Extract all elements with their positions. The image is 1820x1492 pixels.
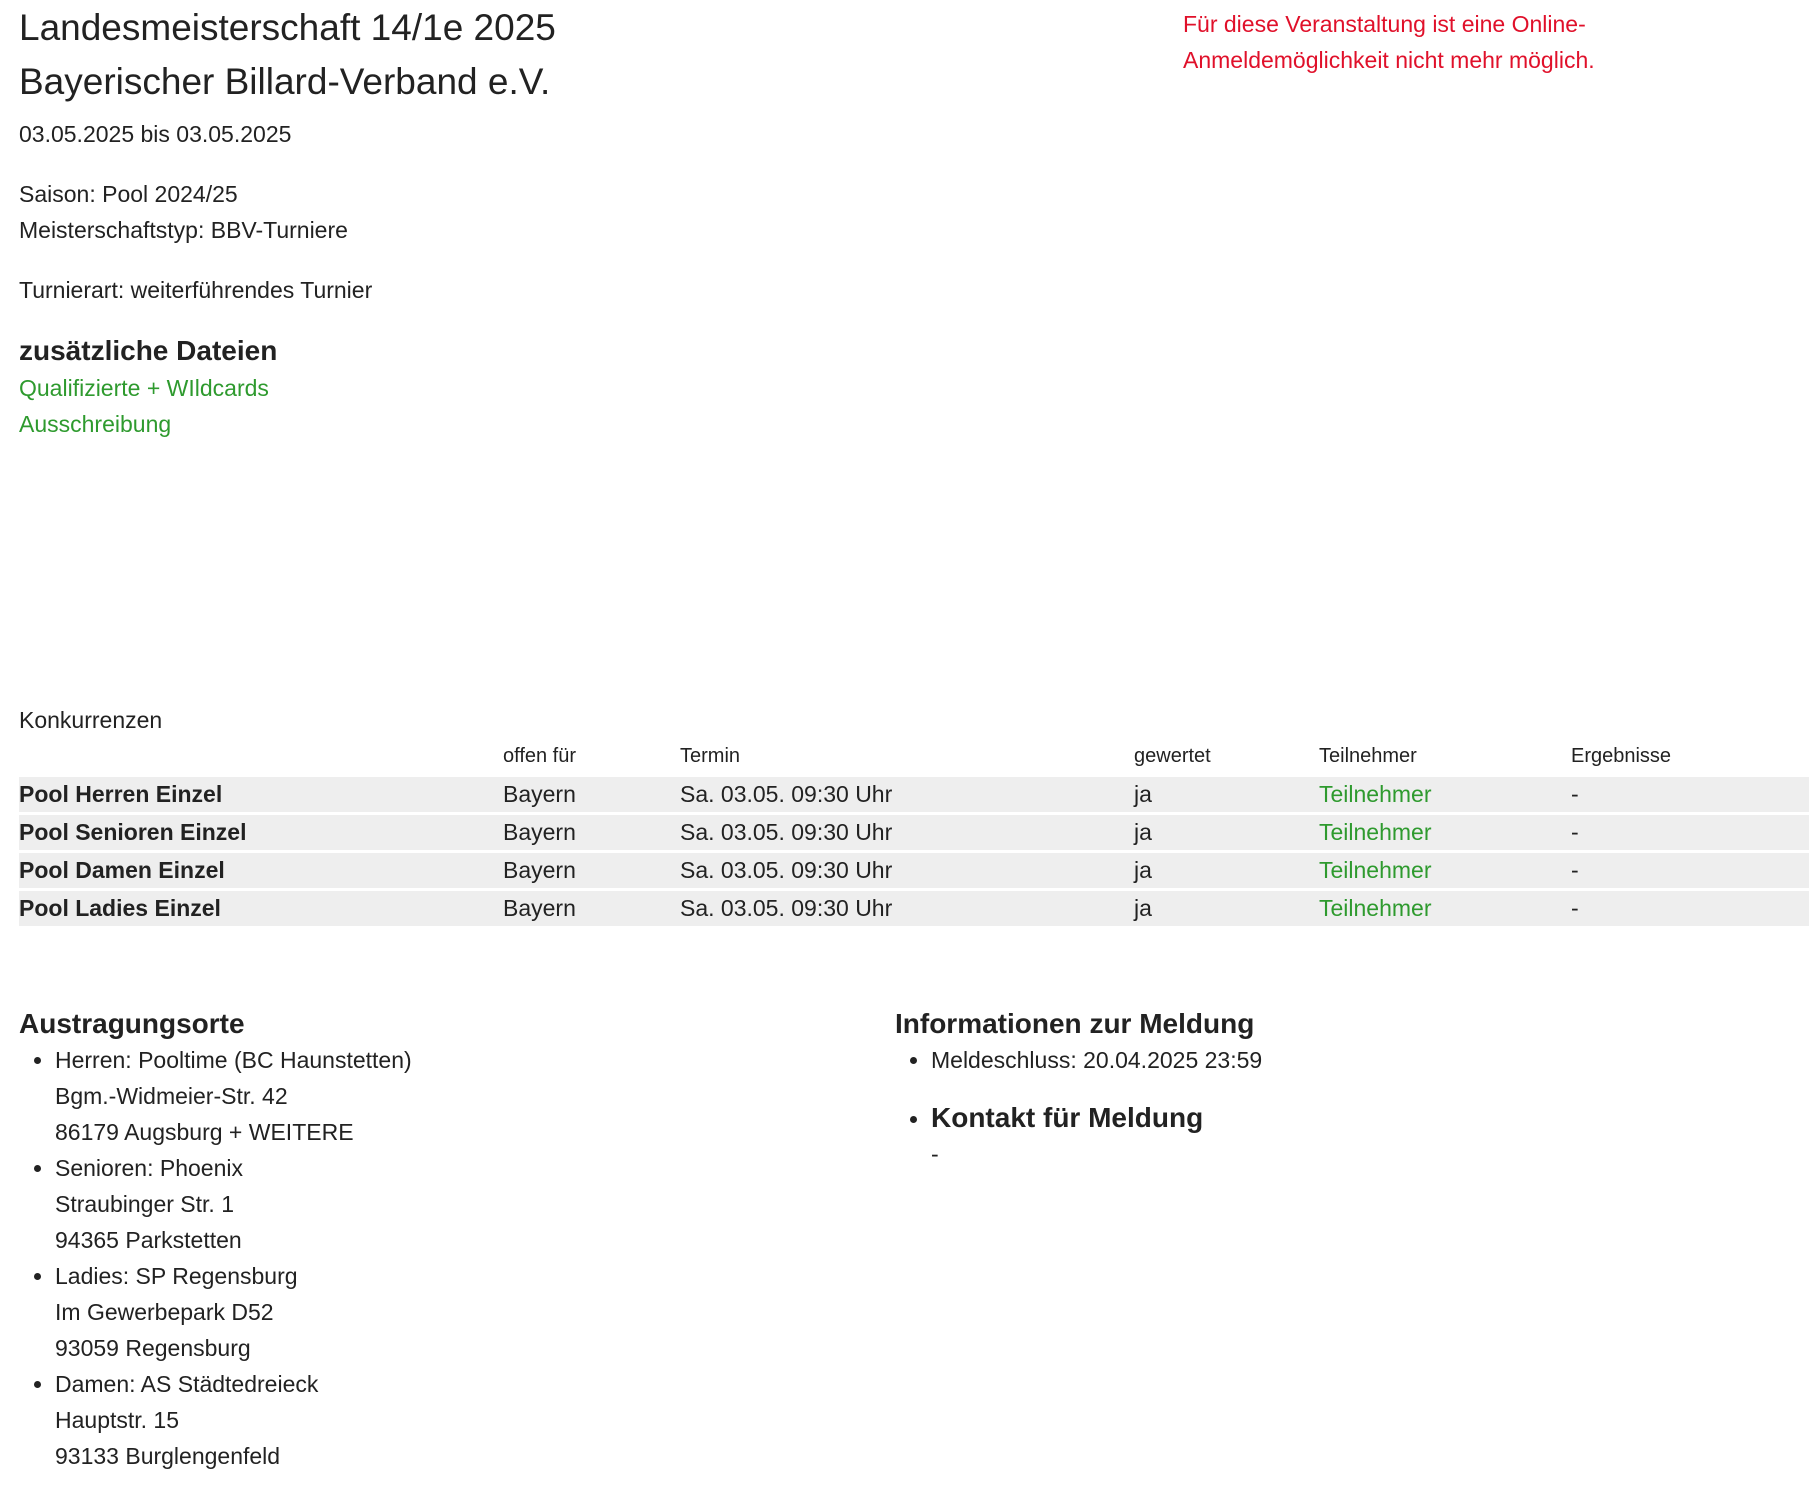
file-link-announcement[interactable]: Ausschreibung (19, 411, 172, 437)
column-header-participants: Teilnehmer (1319, 744, 1417, 767)
venue-street: Hauptstr. 15 (55, 1407, 180, 1433)
event-date: Sa. 03.05. 09:30 Uhr (680, 853, 1134, 888)
venue-name: • Herren: Pooltime (BC Haunstetten) (55, 1047, 412, 1073)
registration-info-list (895, 1042, 1695, 1172)
registration-info-heading: Informationen zur Meldung (895, 1008, 1255, 1039)
participants-link[interactable]: Teilnehmer (1319, 781, 1432, 807)
list-item (55, 1150, 839, 1258)
open-for: Bayern (503, 891, 680, 926)
championship-type: Meisterschaftstyp: BBV-Turniere (19, 217, 348, 243)
venue-name: • Ladies: SP Regensburg (55, 1263, 298, 1289)
event-name: Pool Herren Einzel (19, 777, 503, 812)
participants-link[interactable]: Teilnehmer (1319, 819, 1432, 845)
venue-name: • Damen: AS Städtedreieck (55, 1371, 319, 1397)
event-name: Pool Damen Einzel (19, 853, 503, 888)
list-item (931, 1100, 1695, 1172)
rated: ja (1134, 777, 1319, 812)
results: - (1571, 891, 1809, 926)
file-link-qualified-wildcards[interactable]: Qualifizierte + WIldcards (19, 375, 269, 401)
registration-deadline: • Meldeschluss: 20.04.2025 23:59 (931, 1047, 1263, 1073)
participants-cell (1319, 815, 1571, 850)
venue-street: Straubinger Str. 1 (55, 1191, 234, 1217)
table-header-row (19, 740, 1809, 774)
event-name: Pool Ladies Einzel (19, 891, 503, 926)
results: - (1571, 777, 1809, 812)
registration-closed-notice (1183, 6, 1703, 78)
venue-name: • Senioren: Phoenix (55, 1155, 243, 1181)
list-item (55, 1366, 839, 1474)
venue-city: 93059 Regensburg (55, 1335, 251, 1361)
participants-link[interactable]: Teilnehmer (1319, 895, 1432, 921)
organizer-title: Bayerischer Billard-Verband e.V. (19, 61, 551, 102)
venues-heading: Austragungsorte (19, 1008, 245, 1039)
rated: ja (1134, 853, 1319, 888)
list-item (55, 1258, 839, 1366)
notice-line-2: Anmeldemöglichkeit nicht mehr möglich. (1183, 47, 1595, 73)
open-for: Bayern (503, 777, 680, 812)
participants-cell (1319, 891, 1571, 926)
competitions-table (19, 737, 1809, 929)
venue-city: 86179 Augsburg + WEITERE (55, 1119, 354, 1145)
venue-city: 93133 Burglengenfeld (55, 1443, 281, 1469)
event-date: Sa. 03.05. 09:30 Uhr (680, 815, 1134, 850)
open-for: Bayern (503, 853, 680, 888)
participants-link[interactable]: Teilnehmer (1319, 857, 1432, 883)
rated: ja (1134, 815, 1319, 850)
contact-value: - (931, 1141, 939, 1167)
season: Saison: Pool 2024/25 (19, 181, 238, 207)
venue-street: Im Gewerbepark D52 (55, 1299, 274, 1325)
event-name: Pool Senioren Einzel (19, 815, 503, 850)
results: - (1571, 853, 1809, 888)
venue-city: 94365 Parkstetten (55, 1227, 242, 1253)
column-header-open-for: offen für (503, 744, 577, 767)
table-row (19, 777, 1809, 812)
column-header-date: Termin (680, 744, 741, 767)
venues-list (19, 1042, 839, 1474)
competitions-label: Konkurrenzen (19, 707, 163, 733)
table-row (19, 815, 1809, 850)
participants-cell (1319, 853, 1571, 888)
open-for: Bayern (503, 815, 680, 850)
tournament-type: Turnierart: weiterführendes Turnier (19, 277, 373, 303)
event-title: Landesmeisterschaft 14/1e 2025 (19, 7, 556, 48)
additional-files-heading: zusätzliche Dateien (19, 335, 278, 366)
list-item (931, 1042, 1695, 1078)
table-row (19, 891, 1809, 926)
list-item (55, 1042, 839, 1150)
participants-cell (1319, 777, 1571, 812)
rated: ja (1134, 891, 1319, 926)
event-date: Sa. 03.05. 09:30 Uhr (680, 891, 1134, 926)
event-date: Sa. 03.05. 09:30 Uhr (680, 777, 1134, 812)
table-row (19, 853, 1809, 888)
column-header-rated: gewertet (1134, 744, 1211, 767)
page-title (19, 1, 556, 109)
notice-line-1: Für diese Veranstaltung ist eine Online- (1183, 11, 1586, 37)
results: - (1571, 815, 1809, 850)
venue-street: Bgm.-Widmeier-Str. 42 (55, 1083, 288, 1109)
date-range: 03.05.2025 bis 03.05.2025 (19, 121, 292, 147)
venues-section (19, 1006, 839, 1474)
column-header-results: Ergebnisse (1571, 744, 1672, 767)
contact-heading: • Kontakt für Meldung (931, 1102, 1204, 1133)
column-header-event (19, 740, 503, 774)
registration-info-section (895, 1006, 1695, 1172)
